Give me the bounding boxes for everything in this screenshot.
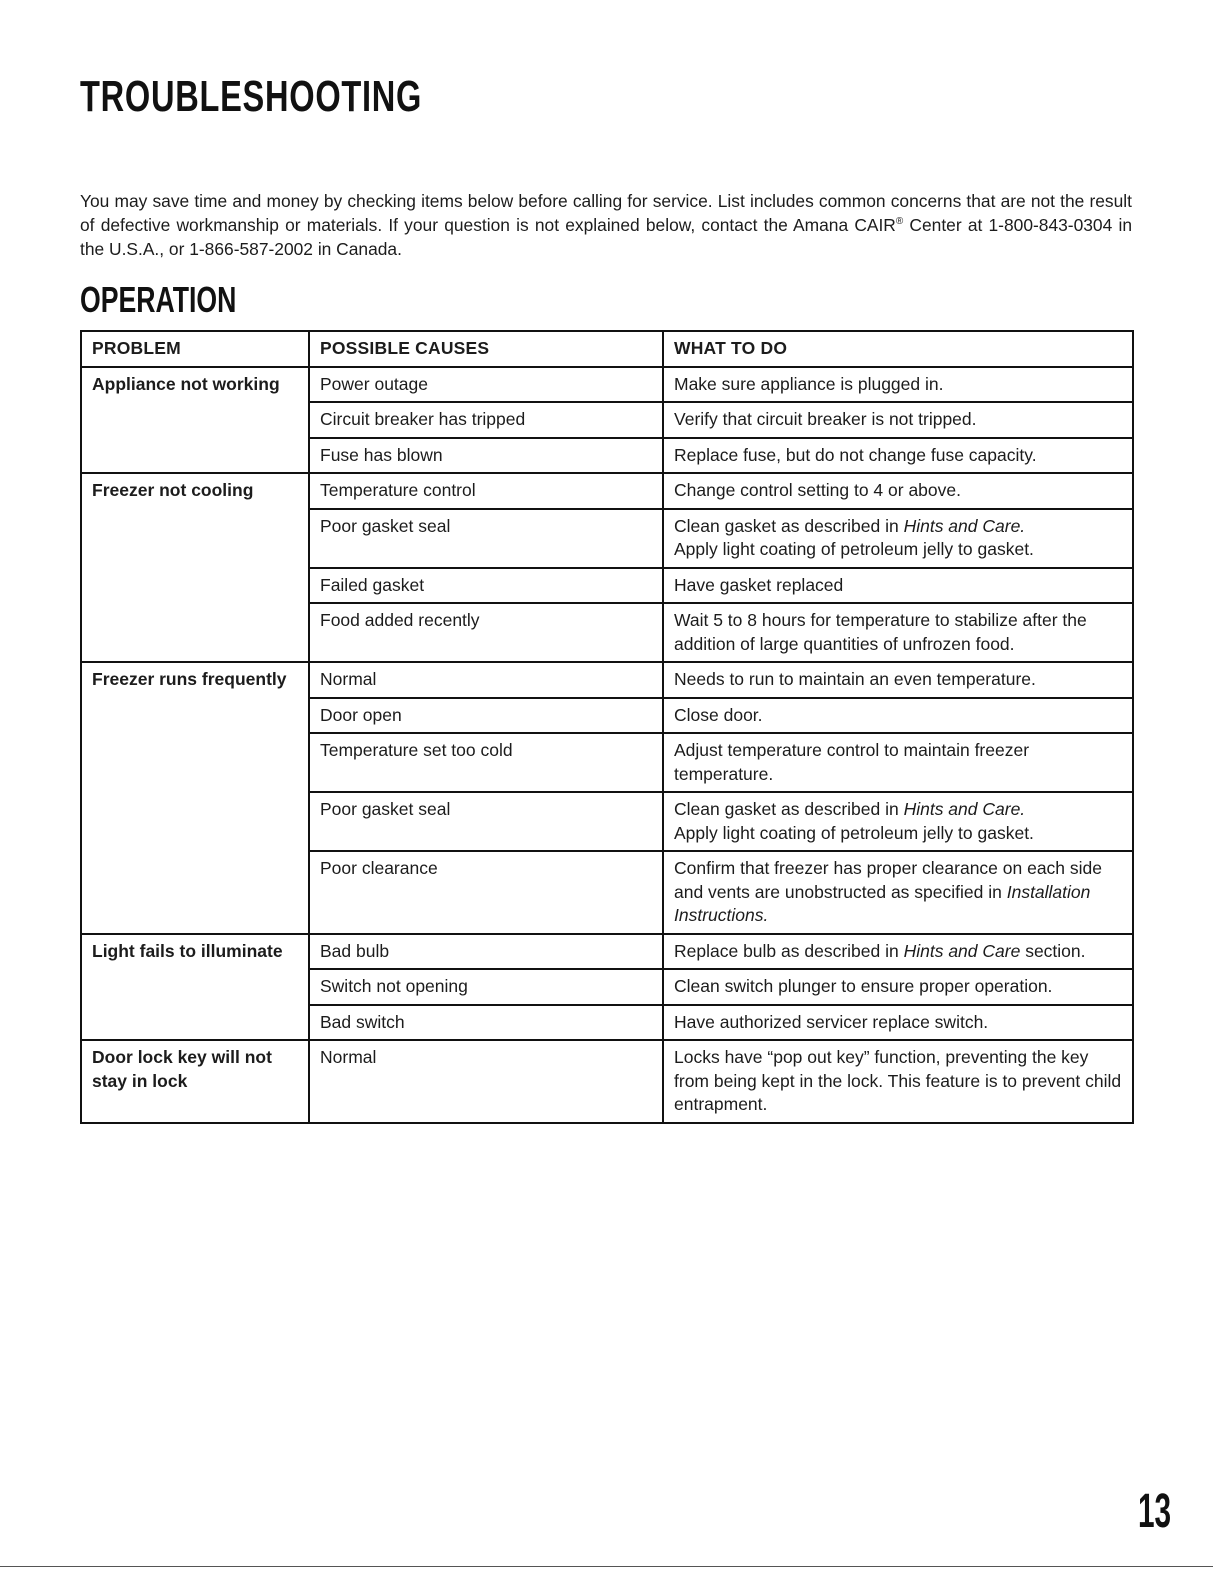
cause-cell: Failed gasket xyxy=(309,568,663,604)
todo-cell: Locks have “pop out key” function, preventing the key from being kept in the lock. This feature is to prevent child entrapment. xyxy=(663,1040,1133,1123)
todo-cell: Close door. xyxy=(663,698,1133,734)
todo-reference: Hints and Care. xyxy=(903,799,1026,819)
header-todo: WHAT TO DO xyxy=(663,331,1133,367)
cause-cell: Door open xyxy=(309,698,663,734)
cause-cell: Circuit breaker has tripped xyxy=(309,402,663,438)
cause-cell: Temperature set too cold xyxy=(309,733,663,792)
todo-reference: Hints and Care. xyxy=(903,515,1026,536)
problem-cell: Light fails to illuminate xyxy=(81,934,309,1041)
cause-cell: Bad bulb xyxy=(309,934,663,970)
todo-cell: Verify that circuit breaker is not tripped. xyxy=(663,402,1133,438)
cause-cell: Poor clearance xyxy=(309,851,663,934)
todo-cell: Have authorized servicer replace switch. xyxy=(663,1005,1133,1041)
todo-cell: Needs to run to maintain an even temperature. xyxy=(663,662,1133,698)
section-title: OPERATION xyxy=(80,279,237,320)
todo-text: section. xyxy=(1020,940,1086,961)
problem-cell: Door lock key will not stay in lock xyxy=(81,1040,309,1123)
troubleshooting-table xyxy=(80,330,1134,1124)
table-row xyxy=(81,367,1133,403)
header-problem: PROBLEM xyxy=(81,331,309,367)
todo-cell: Adjust temperature control to maintain freezer temperature. xyxy=(663,733,1133,792)
cause-cell: Normal xyxy=(309,1040,663,1123)
todo-text: Apply light coating of petroleum jelly to gasket. xyxy=(674,822,1034,843)
todo-text: Clean gasket as described in xyxy=(674,515,904,536)
intro-text-1: You may save time and money by checking items below before calling for service. List includes common concerns that are not the result of defective workmanship or materials. If your question is not explained below, contact the Amana CAIR xyxy=(80,191,1132,236)
todo-cell xyxy=(663,509,1133,568)
cause-cell: Temperature control xyxy=(309,473,663,509)
todo-text: Replace bulb as described in xyxy=(674,940,904,961)
todo-text: Apply light coating of petroleum jelly to gasket. xyxy=(674,539,1034,559)
intro-text-2: Center at 1-800-843-0304 in the U.S.A., or 1-866-587-2002 in Canada. xyxy=(80,215,1132,260)
todo-cell: Make sure appliance is plugged in. xyxy=(663,367,1133,403)
todo-cell: Clean switch plunger to ensure proper operation. xyxy=(663,969,1133,1005)
todo-reference: Hints and Care xyxy=(903,940,1021,961)
table-header-row xyxy=(81,331,1133,367)
todo-cell: Wait 5 to 8 hours for temperature to stabilize after the addition of large quantities of unfrozen food. xyxy=(663,603,1133,662)
cause-cell: Poor gasket seal xyxy=(309,509,663,568)
todo-cell: Replace fuse, but do not change fuse capacity. xyxy=(663,438,1133,474)
todo-cell xyxy=(663,934,1133,970)
registered-mark: ® xyxy=(895,216,904,228)
todo-cell: Have gasket replaced xyxy=(663,568,1133,604)
problem-cell: Appliance not working xyxy=(81,367,309,474)
problem-cell: Freezer not cooling xyxy=(81,473,309,662)
table-row xyxy=(81,934,1133,970)
page-number: 13 xyxy=(1138,1485,1172,1538)
cause-cell: Power outage xyxy=(309,367,663,403)
cause-cell: Fuse has blown xyxy=(309,438,663,474)
table-row xyxy=(81,662,1133,698)
todo-cell xyxy=(663,851,1133,934)
cause-cell: Food added recently xyxy=(309,603,663,662)
intro-paragraph xyxy=(80,189,1132,261)
page-title: TROUBLESHOOTING xyxy=(80,72,423,121)
todo-reference: Installation Instructions. xyxy=(674,881,1091,925)
todo-text: Clean gasket as described in xyxy=(674,799,904,819)
cause-cell: Bad switch xyxy=(309,1005,663,1041)
table-row xyxy=(81,473,1133,509)
todo-cell: Change control setting to 4 or above. xyxy=(663,473,1133,509)
problem-cell: Freezer runs frequently xyxy=(81,662,309,934)
footer-rule xyxy=(0,1566,1213,1567)
cause-cell: Normal xyxy=(309,662,663,698)
todo-cell xyxy=(663,792,1133,851)
cause-cell: Switch not opening xyxy=(309,969,663,1005)
cause-cell: Poor gasket seal xyxy=(309,792,663,851)
table-row xyxy=(81,1040,1133,1123)
todo-text: Confirm that freezer has proper clearance on each side and vents are unobstructed as specified in xyxy=(674,858,1103,902)
header-causes: POSSIBLE CAUSES xyxy=(309,331,663,367)
